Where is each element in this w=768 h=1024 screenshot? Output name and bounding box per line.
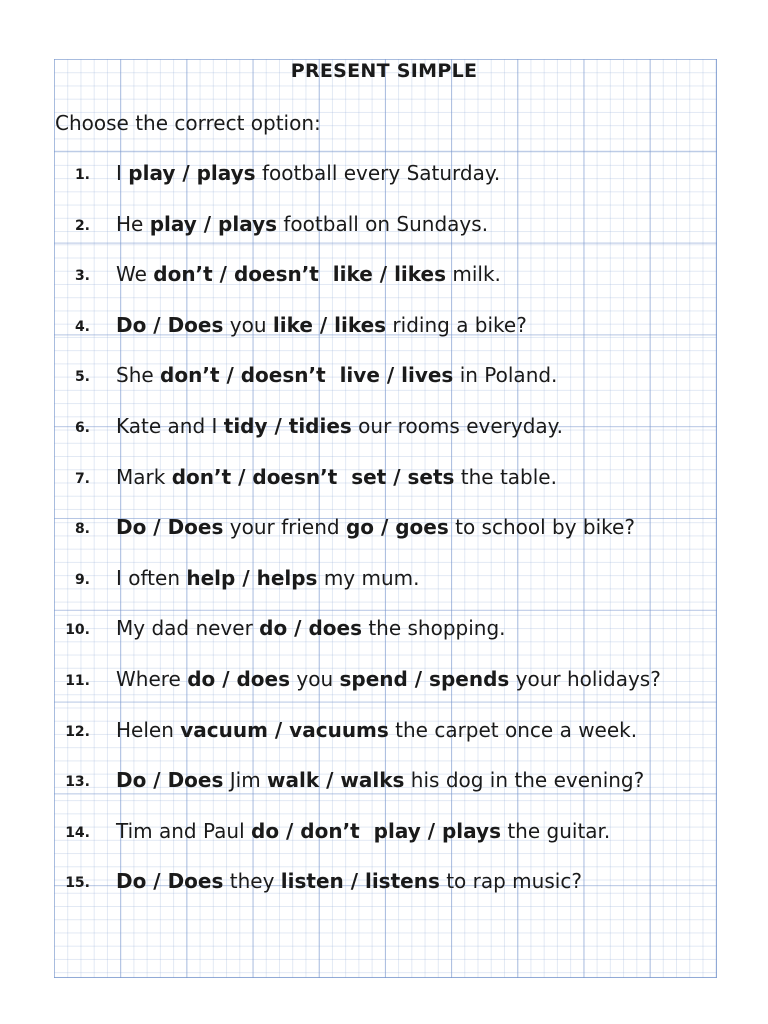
item-sentence	[116, 313, 527, 337]
sentence-text: the guitar.	[500, 818, 611, 843]
answer-options[interactable]: don’t / doesn’t live / lives	[160, 363, 454, 388]
answer-options[interactable]: do / don’t play / plays	[251, 818, 501, 843]
item-number: 3.	[74, 268, 90, 285]
sentence-text: I	[116, 161, 129, 185]
item-sentence	[116, 161, 500, 185]
sentence-text: She	[116, 363, 161, 388]
sentence-text: my mum.	[317, 565, 420, 590]
sentence-text: He	[116, 211, 150, 236]
item-number: 5.	[74, 369, 90, 386]
item-sentence	[116, 262, 501, 286]
item-sentence	[116, 566, 420, 590]
sentence-text: We	[116, 262, 154, 287]
sentence-text: in Poland.	[453, 363, 558, 388]
answer-options[interactable]: vacuum / vacuums	[180, 717, 389, 742]
answer-options[interactable]: don’t / doesn’t like / likes	[153, 262, 447, 287]
item-number: 14.	[65, 824, 90, 841]
sentence-text: they	[223, 869, 281, 894]
sentence-text: My dad never	[116, 616, 260, 641]
item-number: 4.	[74, 318, 90, 335]
answer-options[interactable]: walk / walks	[267, 768, 405, 793]
answer-options[interactable]: listen / listens	[280, 869, 440, 894]
item-sentence	[116, 718, 637, 742]
item-sentence	[116, 869, 582, 893]
item-sentence	[116, 363, 557, 387]
item-sentence	[116, 819, 610, 843]
item-number: 1.	[74, 167, 90, 183]
item-number: 12.	[65, 723, 90, 740]
instruction-text: Choose the correct option:	[55, 111, 321, 135]
sentence-text: football every Saturday.	[255, 161, 501, 185]
item-number: 6.	[74, 420, 90, 436]
sentence-text: Where	[116, 667, 188, 691]
answer-options[interactable]: Do / Does	[116, 312, 224, 337]
item-number: 10.	[65, 622, 90, 639]
answer-options[interactable]: tidy / tidies	[223, 414, 352, 438]
answer-options[interactable]: like / likes	[272, 312, 387, 337]
sentence-text: riding a bike?	[386, 312, 527, 337]
sentence-text: Helen	[116, 717, 181, 742]
sentence-text: the table.	[454, 464, 557, 489]
item-sentence	[116, 667, 661, 691]
sentence-text: the carpet once a week.	[388, 717, 638, 742]
answer-options[interactable]: Do / Does	[116, 768, 224, 793]
item-number: 15.	[65, 875, 90, 892]
sentence-text: you	[290, 667, 340, 691]
item-number: 13.	[65, 774, 90, 791]
sentence-text: milk.	[446, 262, 501, 287]
answer-options[interactable]: Do / Does	[116, 515, 224, 540]
sentence-text: Jim	[223, 768, 268, 793]
answer-options[interactable]: spend / spends	[339, 667, 510, 691]
answer-options[interactable]: play / plays	[149, 211, 278, 236]
item-sentence	[116, 515, 635, 539]
sentence-text: you	[223, 312, 273, 337]
item-number: 8.	[74, 521, 90, 538]
sentence-text: our rooms everyday.	[351, 414, 563, 438]
answer-options[interactable]: don’t / doesn’t set / sets	[171, 464, 455, 489]
sentence-text: his dog in the evening?	[404, 768, 645, 793]
item-sentence	[116, 414, 563, 438]
item-sentence	[116, 465, 557, 489]
sentence-text: the shopping.	[361, 616, 506, 641]
item-sentence	[116, 768, 644, 792]
item-number: 9.	[74, 571, 90, 588]
item-sentence	[116, 212, 488, 236]
sentence-text: Tim and Paul	[116, 818, 251, 843]
sentence-text: your holidays?	[509, 667, 661, 691]
sentence-text: Mark	[116, 464, 172, 489]
sentence-text: your friend	[223, 515, 346, 540]
answer-options[interactable]: Do / Does	[116, 869, 224, 894]
answer-options[interactable]: play / plays	[128, 161, 256, 185]
item-number: 7.	[74, 470, 90, 487]
answer-options[interactable]: help / helps	[186, 565, 318, 590]
item-sentence	[116, 616, 506, 640]
sentence-text: to school by bike?	[448, 515, 635, 540]
sentence-text: Kate and I	[116, 414, 224, 438]
item-number: 2.	[74, 217, 90, 234]
sentence-text: to rap music?	[439, 869, 582, 894]
answer-options[interactable]: do / does	[187, 667, 291, 691]
item-number: 11.	[65, 673, 90, 689]
worksheet-title: PRESENT SIMPLE	[290, 60, 478, 82]
sentence-text: football on Sundays.	[277, 211, 489, 236]
answer-options[interactable]: go / goes	[345, 515, 449, 540]
sentence-text: I often	[116, 565, 187, 590]
answer-options[interactable]: do / does	[259, 616, 362, 641]
